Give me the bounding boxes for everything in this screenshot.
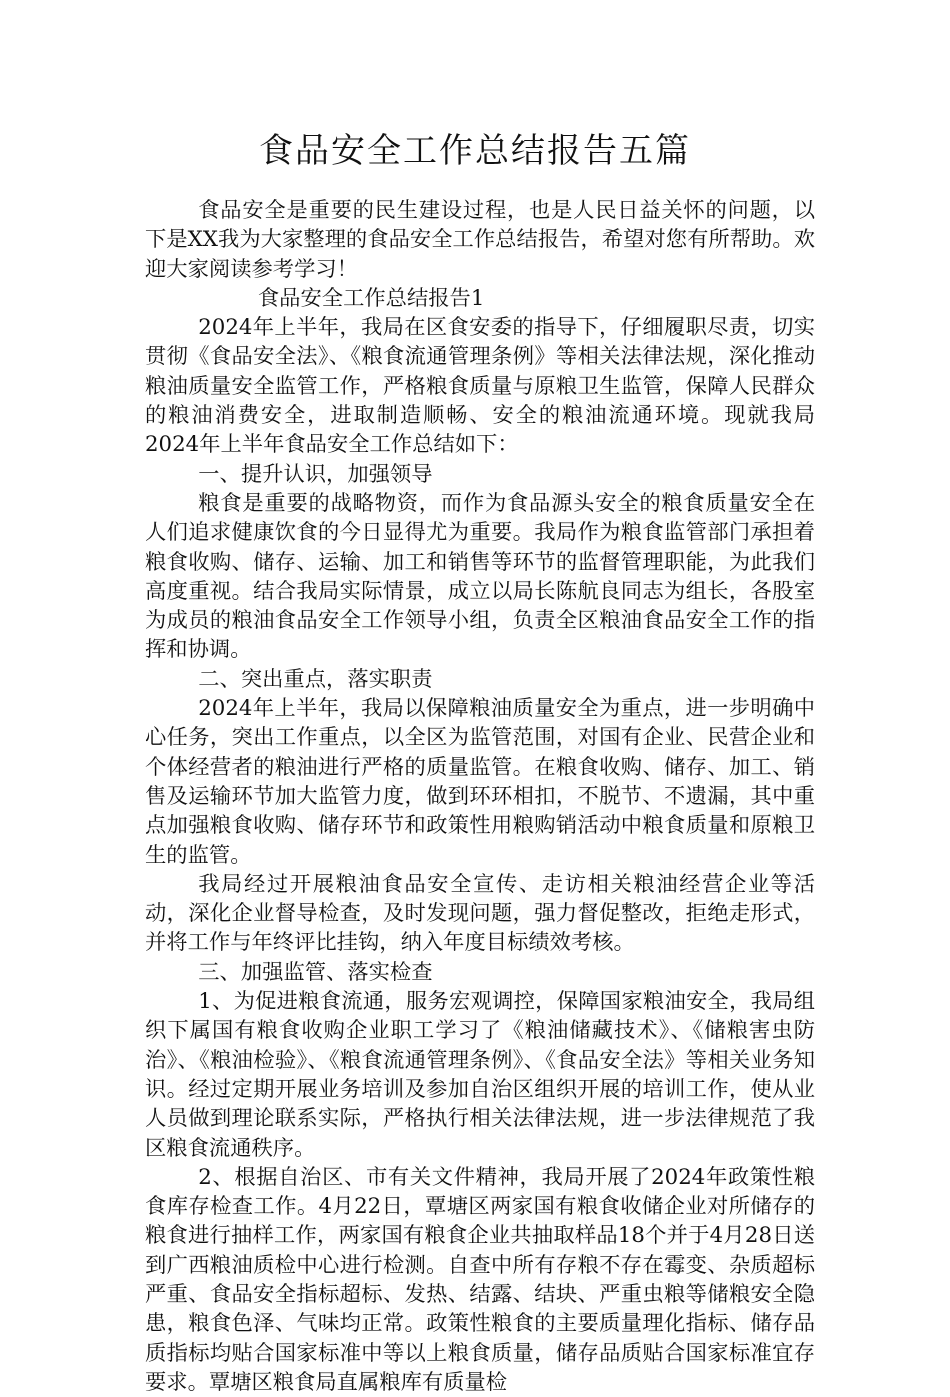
document-body — [145, 196, 815, 1397]
intro-paragraph: 食品安全是重要的民生建设过程，也是人民日益关怀的问题，以下是XX我为大家整理的食品安全工作总结报告，希望对您有所帮助。欢迎大家阅读参考学习！ — [145, 198, 815, 282]
body-paragraph: 我局经过开展粮油食品安全宣传、走访相关粮油经营企业等活动，深化企业督导检查，及时发现问题，强力督促整改，拒绝走形式，并将工作与年终评比挂钩，纳入年度目标绩效考核。 — [145, 871, 815, 956]
body-paragraph: 2024年上半年，我局以保障粮油质量安全为重点，进一步明确中心任务，突出工作重点，以全区为监管范围，对国有企业、民营企业和个体经营者的粮油进行严格的质量监管。在粮食收购、储存、加工、销售及运输环节加大监管力度，做到环环相扣，不脱节、不遗漏，其中重点加强粮食收购、储存环节和政策性用粮购销活动中粮食质量和原粮卫生的监管。 — [145, 696, 815, 868]
section-heading: 二、突出重点，落实职责 — [198, 666, 433, 692]
document-title: 食品安全工作总结报告五篇 — [259, 131, 691, 171]
section-heading: 三、加强监管、落实检查 — [198, 959, 433, 985]
body-paragraph: 2、根据自治区、市有关文件精神，我局开展了2024年政策性粮食库存检查工作。4月22日，覃塘区两家国有粮食收储企业对所储存的粮食进行抽样工作，两家国有粮食企业共抽取样品18个并于4月28日送到广西粮油质检中心进行检测。自查中所有存粮不存在霉变、杂质超标严重、食品安全指标超标、发热、结露、结块、严重虫粮等储粮安全隐患，粮食色泽、气味均正常。政策性粮食的主要质量理化指标、储存品质指标均贴合国家标准中等以上粮食质量，储存品质贴合国家标准宜存要求。覃塘区粮食局直属粮库有质量检 — [145, 1164, 815, 1395]
report-heading: 食品安全工作总结报告1 — [257, 285, 485, 311]
body-paragraph: 1、为促进粮食流通，服务宏观调控，保障国家粮油安全，我局组织下属国有粮食收购企业职工学习了《粮油储藏技术》、《储粮害虫防治》、《粮油检验》、《粮食流通管理条例》、《食品安全法》等相关业务知识。经过定期开展业务培训及参加自治区组织开展的培训工作，使从业人员做到理论联系实际，严格执行相关法律法规，进一步法律规范了我区粮食流通秩序。 — [145, 989, 815, 1161]
body-paragraph: 粮食是重要的战略物资，而作为食品源头安全的粮食质量安全在人们追求健康饮食的今日显得尤为重要。我局作为粮食监管部门承担着粮食收购、储存、运输、加工和销售等环节的监督管理职能，为此我们高度重视。结合我局实际情景，成立以局长陈航良同志为组长，各股室为成员的粮油食品安全工作领导小组，负责全区粮油食品安全工作的指挥和协调。 — [145, 490, 815, 663]
body-paragraph: 2024年上半年，我局在区食安委的指导下，仔细履职尽责，切实贯彻《食品安全法》、《粮食流通管理条例》等相关法律法规，深化推动粮油质量安全监管工作，严格粮食质量与原粮卫生监管，保障人民群众的粮油消费安全，进取制造顺畅、安全的粮油流通环境。现就我局2024年上半年食品安全工作总结如下： — [145, 315, 815, 458]
section-heading: 一、提升认识，加强领导 — [198, 461, 433, 487]
